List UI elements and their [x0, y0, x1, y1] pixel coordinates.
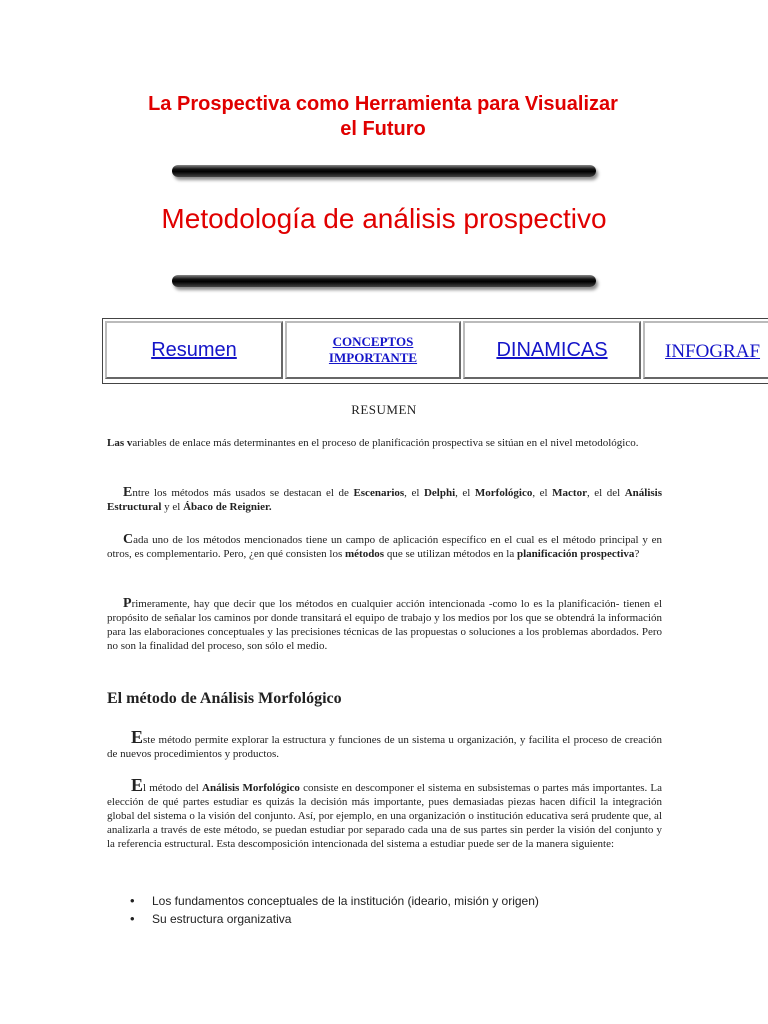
p3-text-1: ada uno de los métodos mencionados tiene un campo de aplicación específico en el cual es el método principal y en otros, es complementario. Pero, ¿en qué consisten los	[107, 534, 662, 560]
paragraph-4	[107, 597, 662, 653]
paragraph-1	[107, 436, 662, 450]
kw-abaco-reignier: Ábaco de Reignier.	[183, 501, 272, 513]
p3-text-2: que se utilizan métodos en la	[384, 548, 517, 560]
p1-text: ariables de enlace más determinantes en el proceso de planificación prospectiva se sitúan en el nivel metodológico.	[132, 437, 639, 449]
page-subtitle: Metodología de análisis prospectivo	[161, 203, 607, 234]
nav-cell-resumen	[105, 321, 283, 379]
bullet-list	[130, 892, 539, 928]
p2-text-5: , el del	[586, 487, 625, 499]
nav-cell-infograf	[643, 321, 768, 379]
p6-text-1: l método del	[143, 782, 203, 794]
p2-text-1: ntre los métodos más usados se destacan el de	[132, 487, 354, 499]
p3-text-3: ?	[634, 548, 640, 560]
p4-text: rimeramente, hay que decir que los métodos en cualquier acción intencionada -como lo es la planificación- tienen el propósito de señalar los caminos por donde transitará el equipo de trabajo y los medios por los que se obtendrá la información para las elaboraciones conceptuales y las precisiones técnicas de las propuestas o soluciones a los problemas abordados. Pero no son la finalidad del proceso, son sólo el medio.	[107, 598, 662, 652]
nav-link-conceptos[interactable]	[329, 334, 417, 366]
p5-text: ste método permite explorar la estructura y funciones de un sistema u organización, y facilita el proceso de creación de nuevos procedimientos y productos.	[107, 734, 662, 760]
title-line-1: La Prospectiva como Herramienta para Visualizar	[148, 93, 618, 115]
p2-text-6: y el	[161, 501, 184, 513]
p2-dropcap: E	[123, 485, 133, 500]
kw-morfologico: Morfológico	[474, 487, 533, 499]
paragraph-6	[107, 775, 663, 851]
page-title	[100, 92, 666, 142]
p4-dropcap: P	[123, 596, 132, 611]
kw-escenarios: Escenarios	[353, 487, 405, 499]
kw-analisis-estructural: Análisis Estructural	[107, 487, 662, 513]
nav-conceptos-line2: IMPORTANTE	[328, 350, 418, 365]
p2-text-3: , el	[455, 487, 475, 499]
p5-dropcap: E	[131, 727, 144, 747]
nav-cell-conceptos	[285, 321, 461, 379]
nav-conceptos-line1: CONCEPTOS	[332, 334, 414, 349]
kw-metodos: métodos	[344, 548, 385, 560]
section-heading-resumen: RESUMEN	[351, 402, 417, 417]
p6-text-2: consiste en descomponer el sistema en subsistemas o partes más importantes. La elección de qué partes estudiar es quizás la decisión más importante, pues demasiadas piezas hacen difícil la integración global del sistema o la visión del conjunto. Así, por ejemplo, en una organización o institución educativa será prudente que, al analizarla a través de este método, se puedan estudiar por separado cada una de sus partes sin perder la visión del conjunto y la referencia estructural. Esta descomposición intencionada del sistema a estudiar puede ser de la manera siguiente:	[107, 782, 663, 850]
nav-link-infograf[interactable]: INFOGRAF	[665, 341, 761, 362]
list-item: • Su estructura organizativa	[130, 910, 539, 928]
title-line-2: el Futuro	[340, 118, 426, 140]
paragraph-5	[107, 727, 662, 761]
kw-mactor: Mactor	[552, 487, 587, 499]
kw-delphi: Delphi	[423, 487, 456, 499]
divider-bar-bottom	[172, 275, 596, 287]
kw-analisis-morfologico: Análisis Morfológico	[202, 782, 300, 794]
divider-bar-top	[172, 165, 596, 177]
p1-lead-v: v	[126, 437, 133, 449]
p3-dropcap: C	[123, 532, 134, 547]
p2-text-2: , el	[404, 487, 424, 499]
nav-table	[102, 318, 768, 384]
nav-link-resumen[interactable]: Resumen	[151, 338, 237, 361]
paragraph-2	[107, 486, 662, 514]
nav-cell-dinamicas	[463, 321, 641, 379]
p1-lead: Las	[107, 437, 127, 449]
paragraph-3	[107, 533, 662, 561]
nav-link-dinamicas[interactable]: DINAMICAS	[496, 338, 608, 361]
list-item: • Los fundamentos conceptuales de la institución (ideario, misión y origen)	[130, 892, 539, 910]
heading-analisis-morfologico: El método de Análisis Morfológico	[107, 690, 342, 707]
p6-dropcap: E	[131, 775, 144, 795]
p2-text-4: , el	[532, 487, 553, 499]
kw-planificacion-prospectiva: planificación prospectiva	[516, 548, 635, 560]
